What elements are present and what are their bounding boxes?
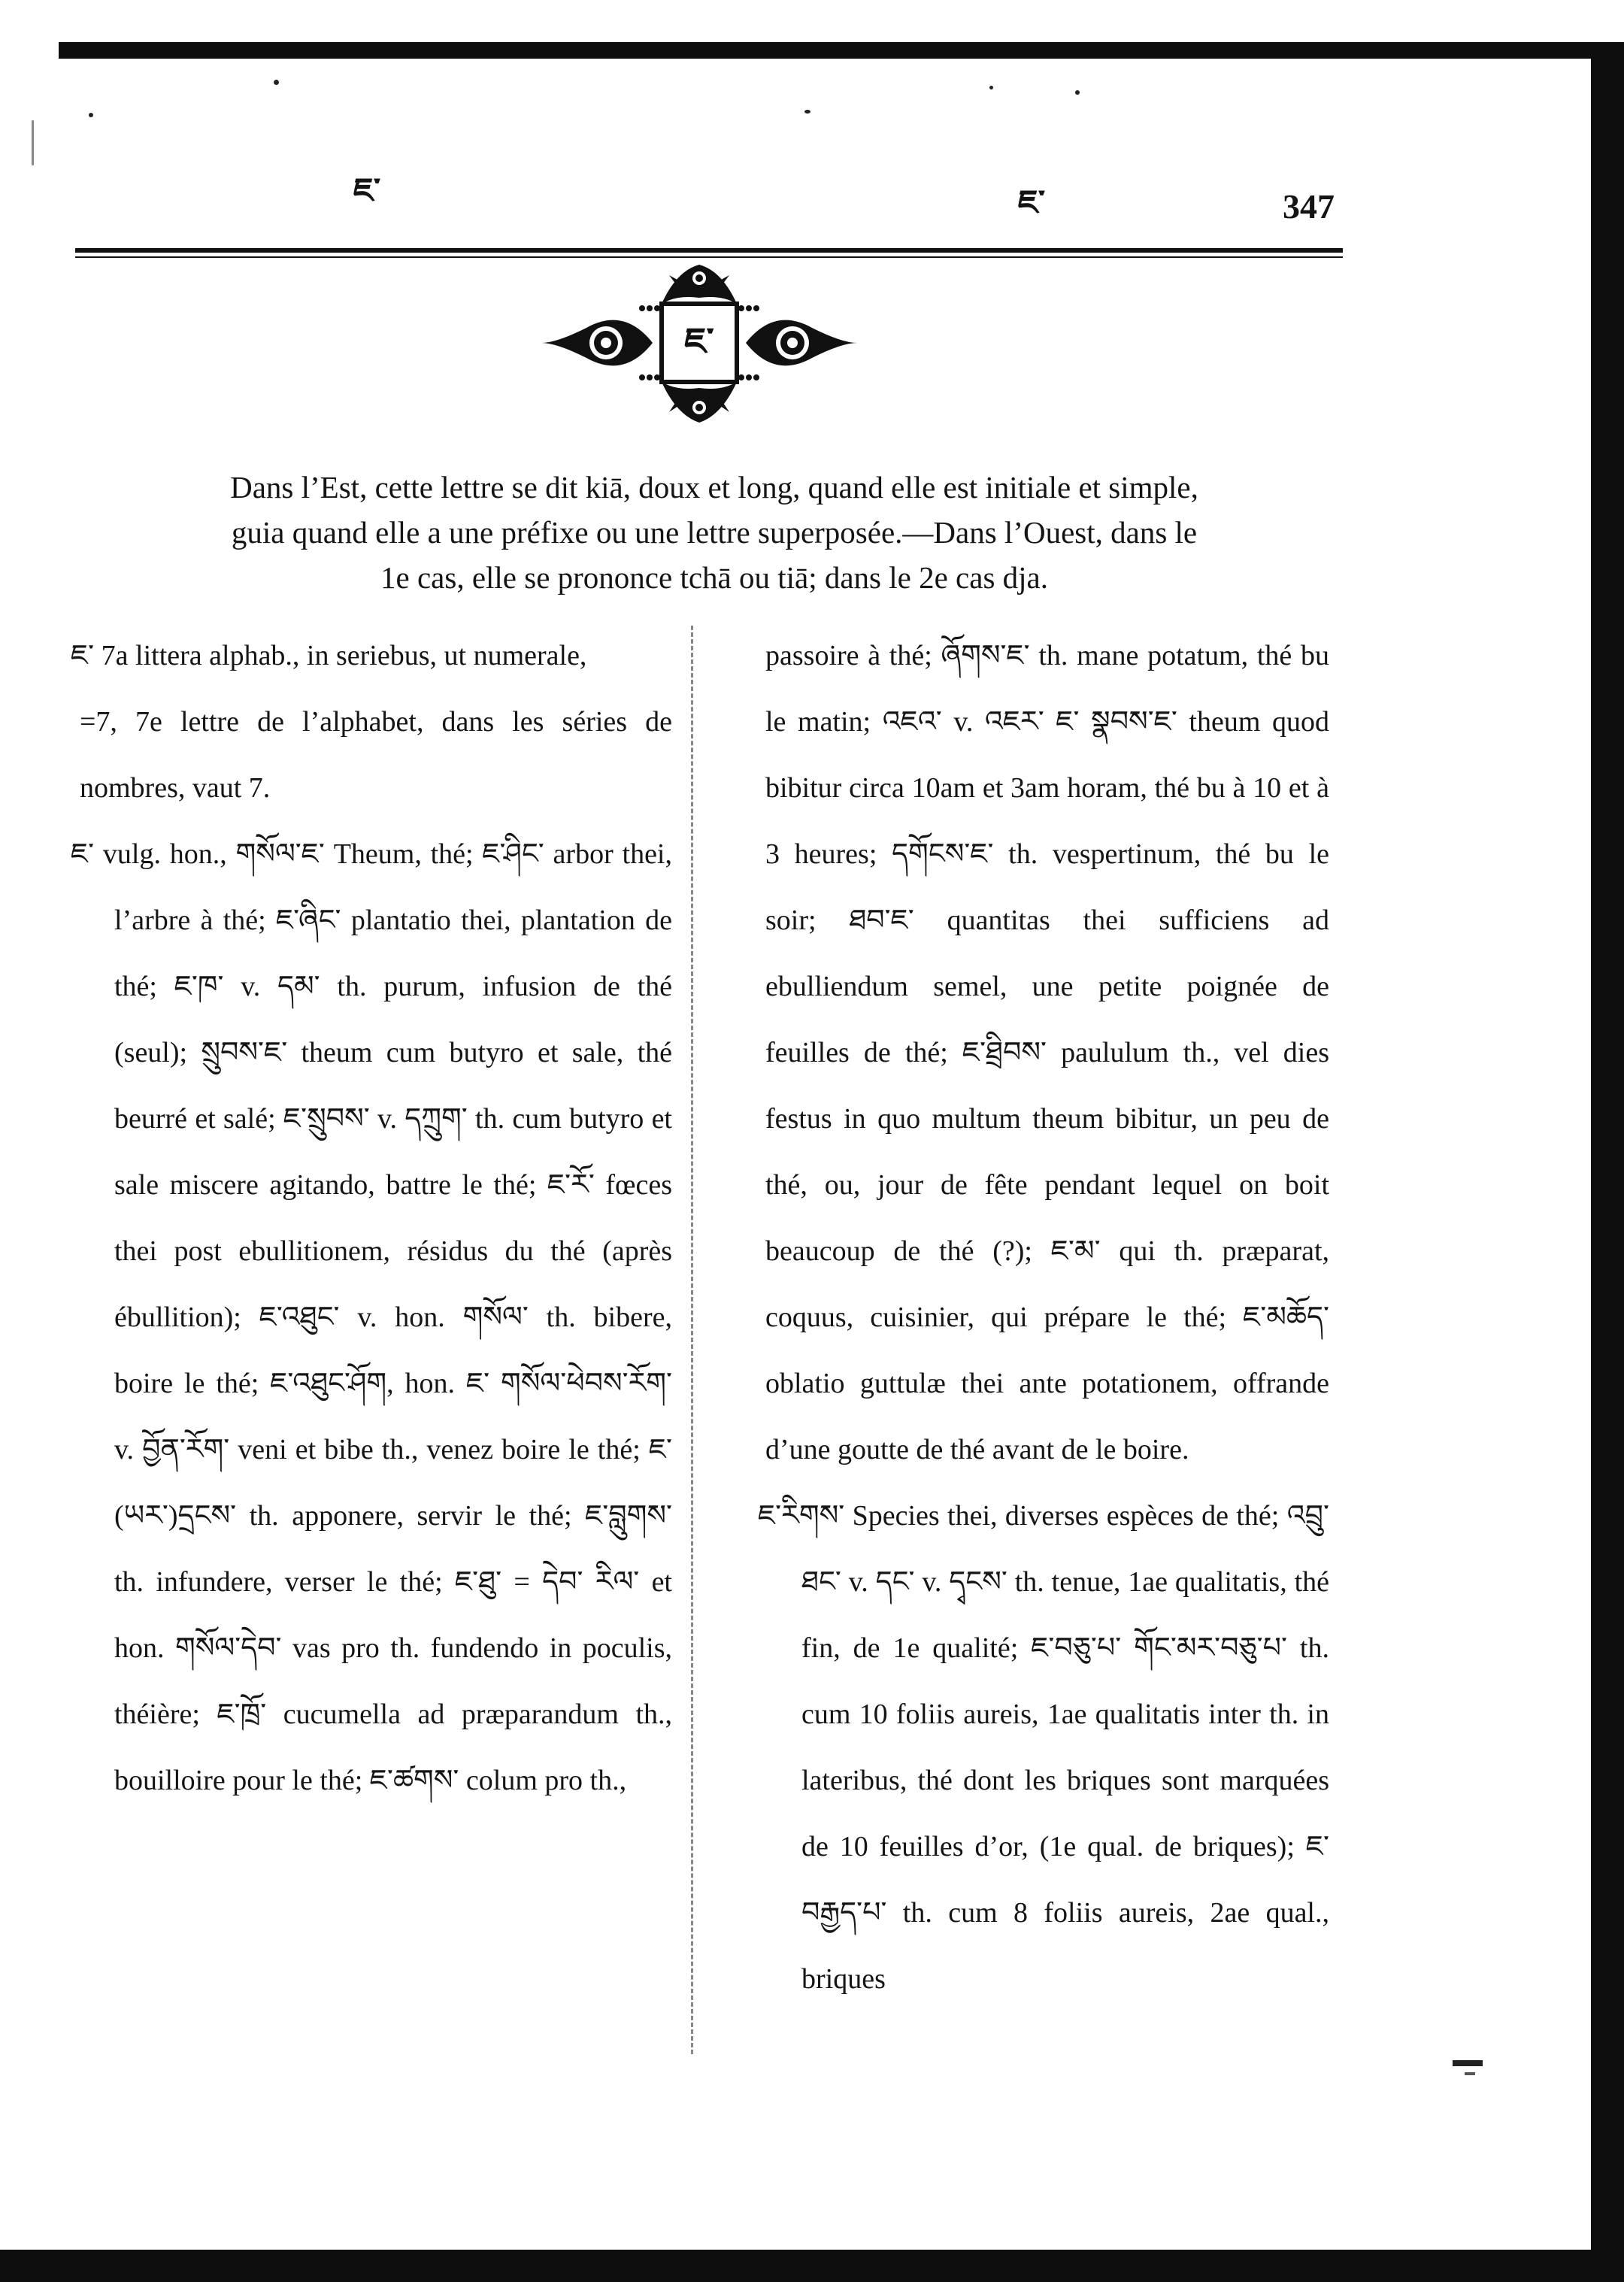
entry-tea-species: ཇ་རིགས་ Species thei, diverses espèces de thé; འབྲུ་ཐང་ v. དང་ v. དྭངས་ th. tenue, 1ae qualitatis, thé fin, de 1e qualité; ཇ་བཅུ་པ་ གོང་མར་བཅུ་པ་ th. cum 10 foliis aureis, 1ae qualitatis inter th. in lateribus, thé dont les briques sont marquées de 10 feuilles d’or, (1e qual. de briques); ཇ་བརྒྱད་པ་ th. cum 8 foliis aureis, 2ae qual., briques xyxy=(758,1500,1329,1995)
entry-tea-continued: passoire à thé; ཞོགས་ཇ་ th. mane potatum, thé bu le matin; འཇའ་ v. འཇར་ ཇ་ སྣབས་ཇ་ theum quod bibitur circa 10am et 3am horam, thé bu à 10 et à 3 heures; དགོངས་ཇ་ th. vespertinum, thé bu le soir; ཐབ་ཇ་ quantitas thei sufficiens ad ebulliendum semel, une petite poignée de feuilles de thé; ཇ་ཐྲིབས་ paululum th., vel dies festus in quo multum theum bibitur, un peu de thé, ou, jour de fête pendant lequel on boit beaucoup de thé (?); ཇ་མ་ qui th. præparat, coquus, cuisinier, qui prépare le thé; ཇ་མཆོད་ oblatio guttulæ thei ante potationem, offrande d’une goutte de thé avant de le boire. xyxy=(765,640,1329,1465)
margin-mark xyxy=(1453,2060,1483,2066)
speck xyxy=(1075,90,1080,95)
intro-line-2: guia quand elle a une préfixe ou une lettre superposée.—Dans l’Ouest, dans le xyxy=(231,515,1198,550)
entry-tea: ཇ་ vulg. hon., གསོལ་ཇ་ Theum, thé; ཇ་ཤིང་ arbor thei, l’arbre à thé; ཇ་ཞིང་ plantatio thei, plantation de thé; ཇ་ཁ་ v. དམ་ th. purum, infusion de thé (seul); སྲུབས་ཇ་ theum cum butyro et sale, thé beurré et salé; ཇ་སྲུབས་ v. དཀྲུག་ th. cum butyro et sale miscere agitando, battre le thé; ཇ་རོ་ fœces thei post ebullitionem, résidus du thé (après ébullition); ཇ་འཐུང་ v. hon. གསོལ་ th. bibere, boire le thé; ཇ་འཐུང་ཤོག, hon. ཇ་ གསོལ་ཕེབས་རོག་ v. བྱོན་རོག་ veni et bibe th., venez boire le thé; ཇ་(ཡར་)དྲངས་ th. apponere, servir le thé; ཇ་བླུགས་ th. infundere, verser le thé; ཇ་ཐུ་ = དེབ་ རིལ་ et hon. གསོལ་དེབ་ vas pro th. fundendo in poculis, théière; ཇ་ཁྲོ་ cucumella ad præparandum th., bouilloire pour le thé; ཇ་ཚགས་ colum pro th., xyxy=(71,838,672,1796)
right-column xyxy=(758,623,1329,2012)
scan-right-edge xyxy=(1591,42,1624,2282)
margin-mark xyxy=(1465,2072,1475,2075)
left-column xyxy=(71,623,672,1814)
entry-letter-definition: ཇ་ 7a littera alphab., in seriebus, ut numerale, xyxy=(71,640,587,671)
header-rule-thin xyxy=(75,256,1343,258)
section-ornament xyxy=(541,265,857,423)
intro-line-1: Dans l’Est, cette lettre se dit kiā, doux et long, quand elle est initiale et simple, xyxy=(230,470,1198,505)
running-head-center: ཇ་ xyxy=(1018,183,1046,222)
speck xyxy=(89,113,93,117)
running-head-left: ཇ་ xyxy=(353,171,381,210)
scan-top-edge xyxy=(59,42,1624,59)
column-divider xyxy=(691,626,693,2054)
page-number: 347 xyxy=(1283,187,1335,226)
intro-line-3: 1e cas, elle se prononce tchā ou tiā; dans le 2e cas dja. xyxy=(380,560,1048,595)
section-intro xyxy=(83,465,1346,600)
scan-bottom-edge xyxy=(0,2250,1624,2282)
speck xyxy=(804,110,810,114)
speck xyxy=(32,120,34,165)
speck xyxy=(274,80,279,85)
header-rule xyxy=(75,248,1343,253)
speck xyxy=(989,86,993,89)
ornament-letter: ཇ་ xyxy=(684,320,714,362)
entry-letter-definition-continued: =7, 7e lettre de l’alphabet, dans les séries de nombres, vaut 7. xyxy=(80,706,672,804)
